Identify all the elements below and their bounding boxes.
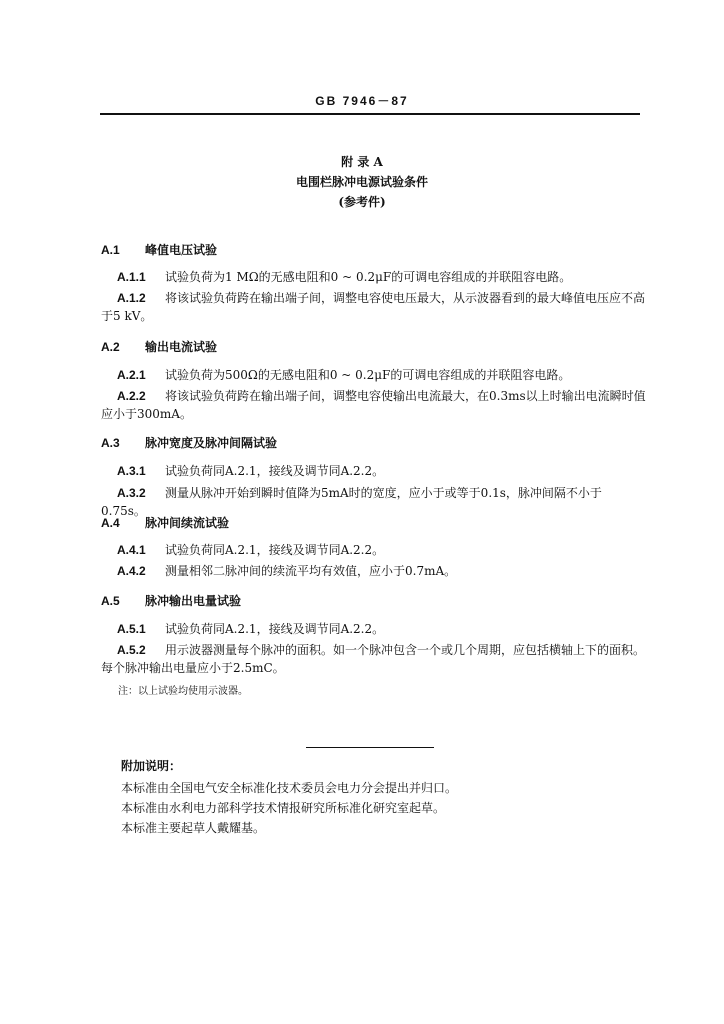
section-heading-a2 [101, 338, 217, 355]
section-heading-a3 [101, 434, 277, 451]
section-title: 峰值电压试验 [145, 243, 218, 257]
clause-a5-1 [101, 620, 646, 638]
section-heading-a1 [101, 241, 217, 258]
clause-a5-2 [101, 641, 646, 677]
additional-line: 本标准由全国电气安全标准化技术委员会电力分会提出并归口。 [121, 781, 458, 795]
clause-number: A.1.2 [117, 291, 146, 305]
clause-text: 测量相邻二脉冲间的续流平均有效值，应小于0.7mA。 [165, 564, 457, 578]
clause-text: 用示波器测量每个脉冲的面积。如一个脉冲包含一个或几个周期，应包括横轴上下的面积。每个脉冲输出电量应小于2.5mC。 [101, 643, 646, 675]
clause-number: A.5.2 [117, 643, 146, 657]
additional-heading: 附加说明： [121, 759, 182, 773]
standard-code: GB 7946－87 [315, 94, 409, 108]
clause-text: 试验负荷同A.2.1，接线及调节同A.2.2。 [165, 622, 385, 636]
clause-text: 试验负荷同A.2.1，接线及调节同A.2.2。 [165, 464, 385, 478]
section-title: 脉冲间续流试验 [145, 516, 230, 530]
additional-line: 本标准由水利电力部科学技术情报研究所标准化研究室起草。 [121, 801, 446, 815]
clause-number: A.3.1 [117, 464, 146, 478]
clause-a1-1 [101, 268, 646, 286]
section-number: A.3 [101, 436, 120, 450]
divider-rule [306, 747, 434, 748]
header-rule [100, 113, 640, 115]
section-title: 输出电流试验 [145, 340, 218, 354]
clause-number: A.2.1 [117, 368, 146, 382]
additional-line: 本标准主要起草人戴耀基。 [121, 821, 266, 835]
appendix-label: 附 录 A [341, 155, 383, 169]
clause-a3-1 [101, 462, 646, 480]
clause-text: 测量从脉冲开始到瞬时值降为5mA时的宽度，应小于或等于0.1s，脉冲间隔不小于0.75s。 [101, 486, 602, 518]
clause-number: A.4.2 [117, 564, 146, 578]
appendix-title: 电围栏脉冲电源试验条件 [295, 175, 428, 189]
section-number: A.1 [101, 243, 120, 257]
section-number: A.4 [101, 516, 120, 530]
clause-a1-2 [101, 289, 646, 325]
clause-text: 将该试验负荷跨在输出端子间，调整电容使电压最大，从示波器看到的最大峰值电压应不高于5 kV。 [101, 291, 646, 323]
clause-number: A.4.1 [117, 543, 146, 557]
clause-text: 试验负荷为500Ω的无感电阻和0 ~ 0.2μF的可调电容组成的并联阻容电路。 [165, 368, 571, 382]
clause-a2-1 [101, 366, 646, 384]
section-heading-a4 [101, 514, 229, 531]
section-title: 脉冲输出电量试验 [145, 594, 242, 608]
section-number: A.2 [101, 340, 120, 354]
clause-a4-2 [101, 562, 646, 580]
clause-a2-2 [101, 387, 646, 423]
clause-number: A.1.1 [117, 270, 146, 284]
clause-number: A.3.2 [117, 486, 146, 500]
clause-number: A.5.1 [117, 622, 146, 636]
clause-text: 将该试验负荷跨在输出端子间，调整电容使输出电流最大，在0.3ms以上时输出电流瞬时值应小于300mA。 [101, 389, 646, 421]
appendix-subtitle: (参考件) [338, 195, 386, 209]
clause-a4-1 [101, 541, 646, 559]
section-number: A.5 [101, 594, 120, 608]
clause-text: 试验负荷为1 MΩ的无感电阻和0 ~ 0.2μF的可调电容组成的并联阻容电路。 [165, 270, 572, 284]
section-heading-a5 [101, 592, 241, 609]
clause-number: A.2.2 [117, 389, 146, 403]
clause-text: 试验负荷同A.2.1，接线及调节同A.2.2。 [165, 543, 385, 557]
note: 注：以上试验均使用示波器。 [118, 686, 248, 697]
section-title: 脉冲宽度及脉冲间隔试验 [145, 436, 278, 450]
